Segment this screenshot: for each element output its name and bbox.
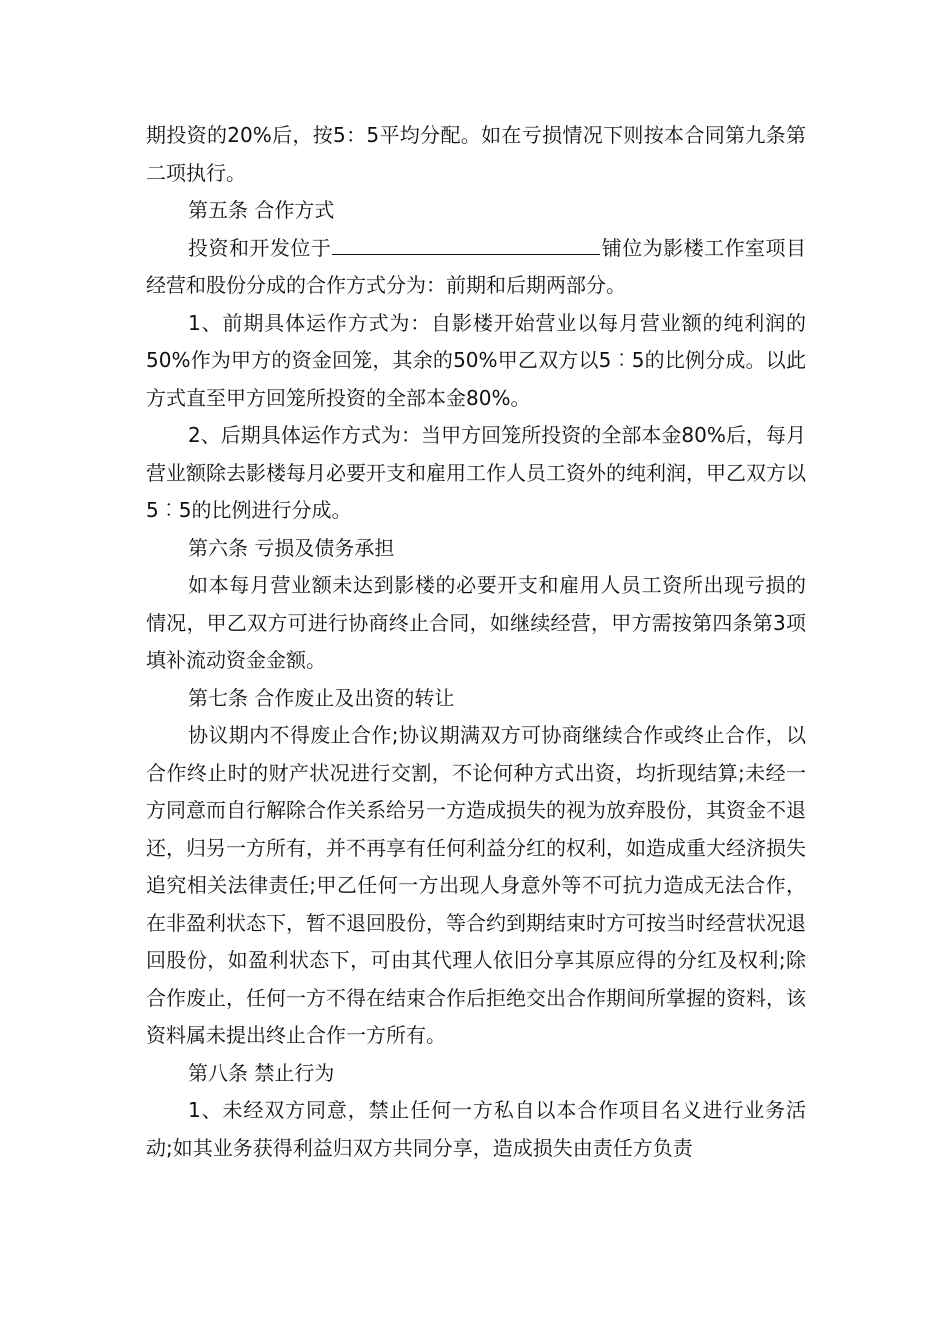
paragraph-prohibited-acts: 1、未经双方同意，禁止任何一方私自以本合作项目名义进行业务活动;如其业务获得利益归双方共同分享，造成损失由责任方负责 [146,1098,806,1160]
heading-article-8: 第八条 禁止行为 [188,1060,335,1085]
location-blank-line [332,232,600,255]
paragraph-later-phase: 2、后期具体运作方式为：当甲方回笼所投资的全部本金80%后，每月营业额除去影楼每月必要开支和雇用工作人员工资外的纯利润，甲乙双方以5︰5的比例进行分成。 [146,423,806,522]
location-prefix: 投资和开发位于 [188,235,332,260]
paragraph-loss-and-debt: 如本每月营业额未达到影楼的必要开支和雇用人员工资所出现亏损的情况，甲乙双方可进行协商终止合同，如继续经营，甲方需按第四条第3项填补流动资金金额。 [146,573,806,672]
heading-article-6: 第六条 亏损及债务承担 [188,535,395,560]
paragraph-cooperation-mode [146,230,806,305]
paragraph-early-phase: 1、前期具体运作方式为：自影楼开始营业以每月营业额的纯利润的50%作为甲方的资金回笼，其余的50%甲乙双方以5︰5的比例分成。以此方式直至甲方回笼所投资的全部本金80%。 [146,310,806,410]
paragraph-profit-split: 期投资的20%后，按5：5平均分配。如在亏损情况下则按本合同第九条第二项执行。 [146,123,806,185]
document-page [146,117,806,1167]
location-suffix: 铺位为影楼工作室项目经营和股份分成的合作方式分为：前期和后期两部分。 [146,235,807,297]
heading-article-7: 第七条 合作废止及出资的转让 [188,685,455,710]
heading-article-5: 第五条 合作方式 [188,198,335,222]
paragraph-termination-transfer: 协议期内不得废止合作;协议期满双方可协商继续合作或终止合作，以合作终止时的财产状况进行交割，不论何种方式出资，均折现结算;未经一方同意而自行解除合作关系给另一方造成损失的视为放弃股份，其资金不退还，归另一方所有，并不再享有任何利益分红的权利，如造成重大经济损失追究相关法律责任;甲乙任何一方出现人身意外等不可抗力造成无法合作，在非盈利状态下，暂不退回股份，等合约到期结束时方可按当时经营状况退回股份，如盈利状态下，可由其代理人依旧分享其原应得的分红及权利;除合作废止，任何一方不得在结束合作后拒绝交出合作期间所掌握的资料，该资料属未提出终止合作一方所有。 [146,723,806,1047]
